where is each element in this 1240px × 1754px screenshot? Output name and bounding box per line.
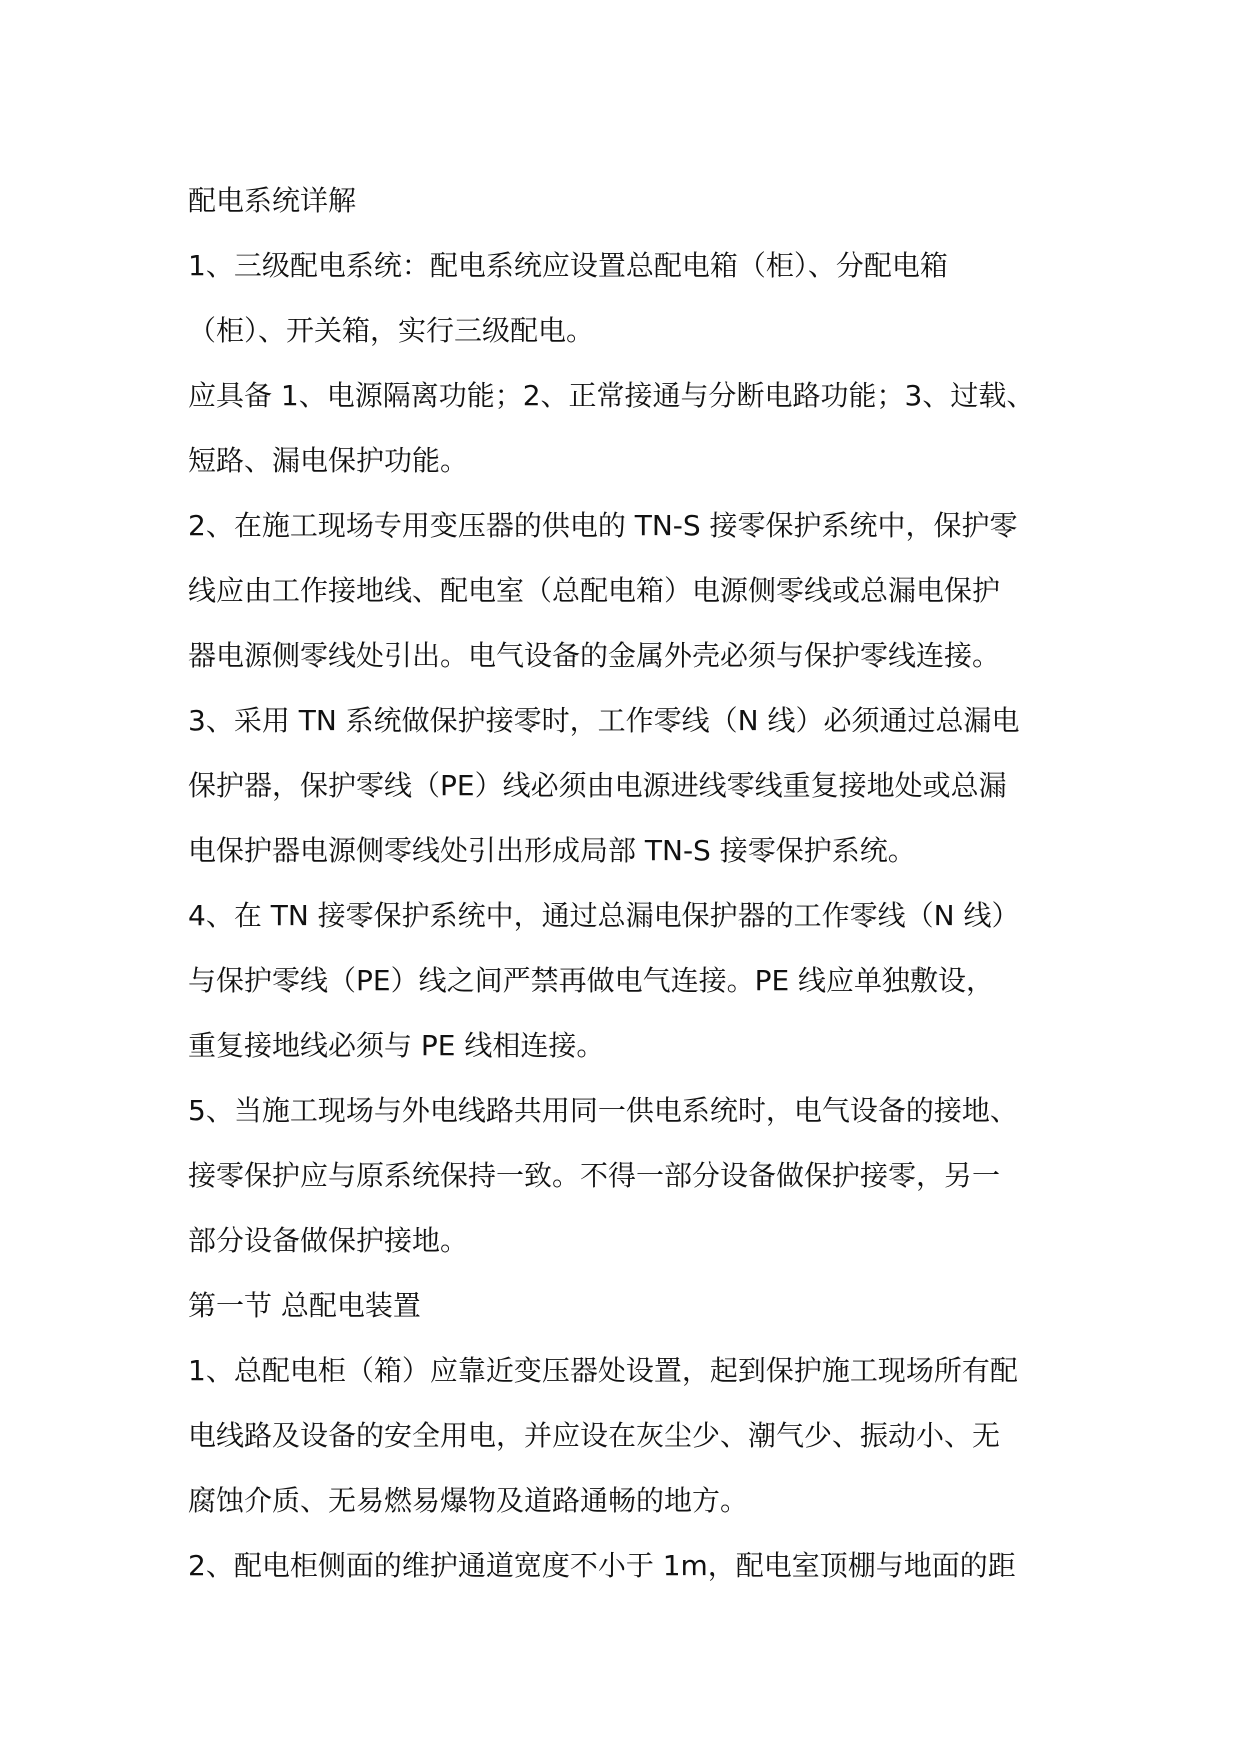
document-body [188,168,1088,1598]
text-line: 与保护零线（PE）线之间严禁再做电气连接。PE 线应单独敷设， [188,964,995,997]
text-line: 电保护器电源侧零线处引出形成局部 TN-S 接零保护系统。 [188,834,916,867]
text-line: 电线路及设备的安全用电，并应设在灰尘少、潮气少、振动小、无 [188,1419,1001,1452]
text-line: 部分设备做保护接地。 [188,1224,469,1257]
text-line: 线应由工作接地线、配电室（总配电箱）电源侧零线或总漏电保护 [188,574,1001,607]
document-title: 配电系统详解 [188,184,357,217]
section-heading: 第一节 总配电装置 [188,1289,421,1322]
text-line: 重复接地线必须与 PE 线相连接。 [188,1029,605,1062]
text-line: 2、配电柜侧面的维护通道宽度不小于 1m，配电室顶棚与地面的距 [188,1549,1016,1582]
text-line: 短路、漏电保护功能。 [188,444,469,477]
text-line: 应具备 1、电源隔离功能；2、正常接通与分断电路功能；3、过载、 [188,379,1035,412]
text-line: 1、三级配电系统：配电系统应设置总配电箱（柜）、分配电箱 [188,249,948,282]
text-line: 1、总配电柜（箱）应靠近变压器处设置，起到保护施工现场所有配 [188,1354,1018,1387]
text-line: 4、在 TN 接零保护系统中，通过总漏电保护器的工作零线（N 线） [188,899,1020,932]
text-line: 腐蚀介质、无易燃易爆物及道路通畅的地方。 [188,1484,749,1517]
text-line: 3、采用 TN 系统做保护接零时，工作零线（N 线）必须通过总漏电 [188,704,1020,737]
text-line: 器电源侧零线处引出。电气设备的金属外壳必须与保护零线连接。 [188,639,1001,672]
text-line: 2、在施工现场专用变压器的供电的 TN-S 接零保护系统中，保护零 [188,509,1018,542]
text-line: 接零保护应与原系统保持一致。不得一部分设备做保护接零，另一 [188,1159,1001,1192]
text-line: 保护器，保护零线（PE）线必须由电源进线零线重复接地处或总漏 [188,769,1007,802]
text-line: 5、当施工现场与外电线路共用同一供电系统时，电气设备的接地、 [188,1094,1018,1127]
text-line: （柜）、开关箱，实行三级配电。 [188,314,595,347]
